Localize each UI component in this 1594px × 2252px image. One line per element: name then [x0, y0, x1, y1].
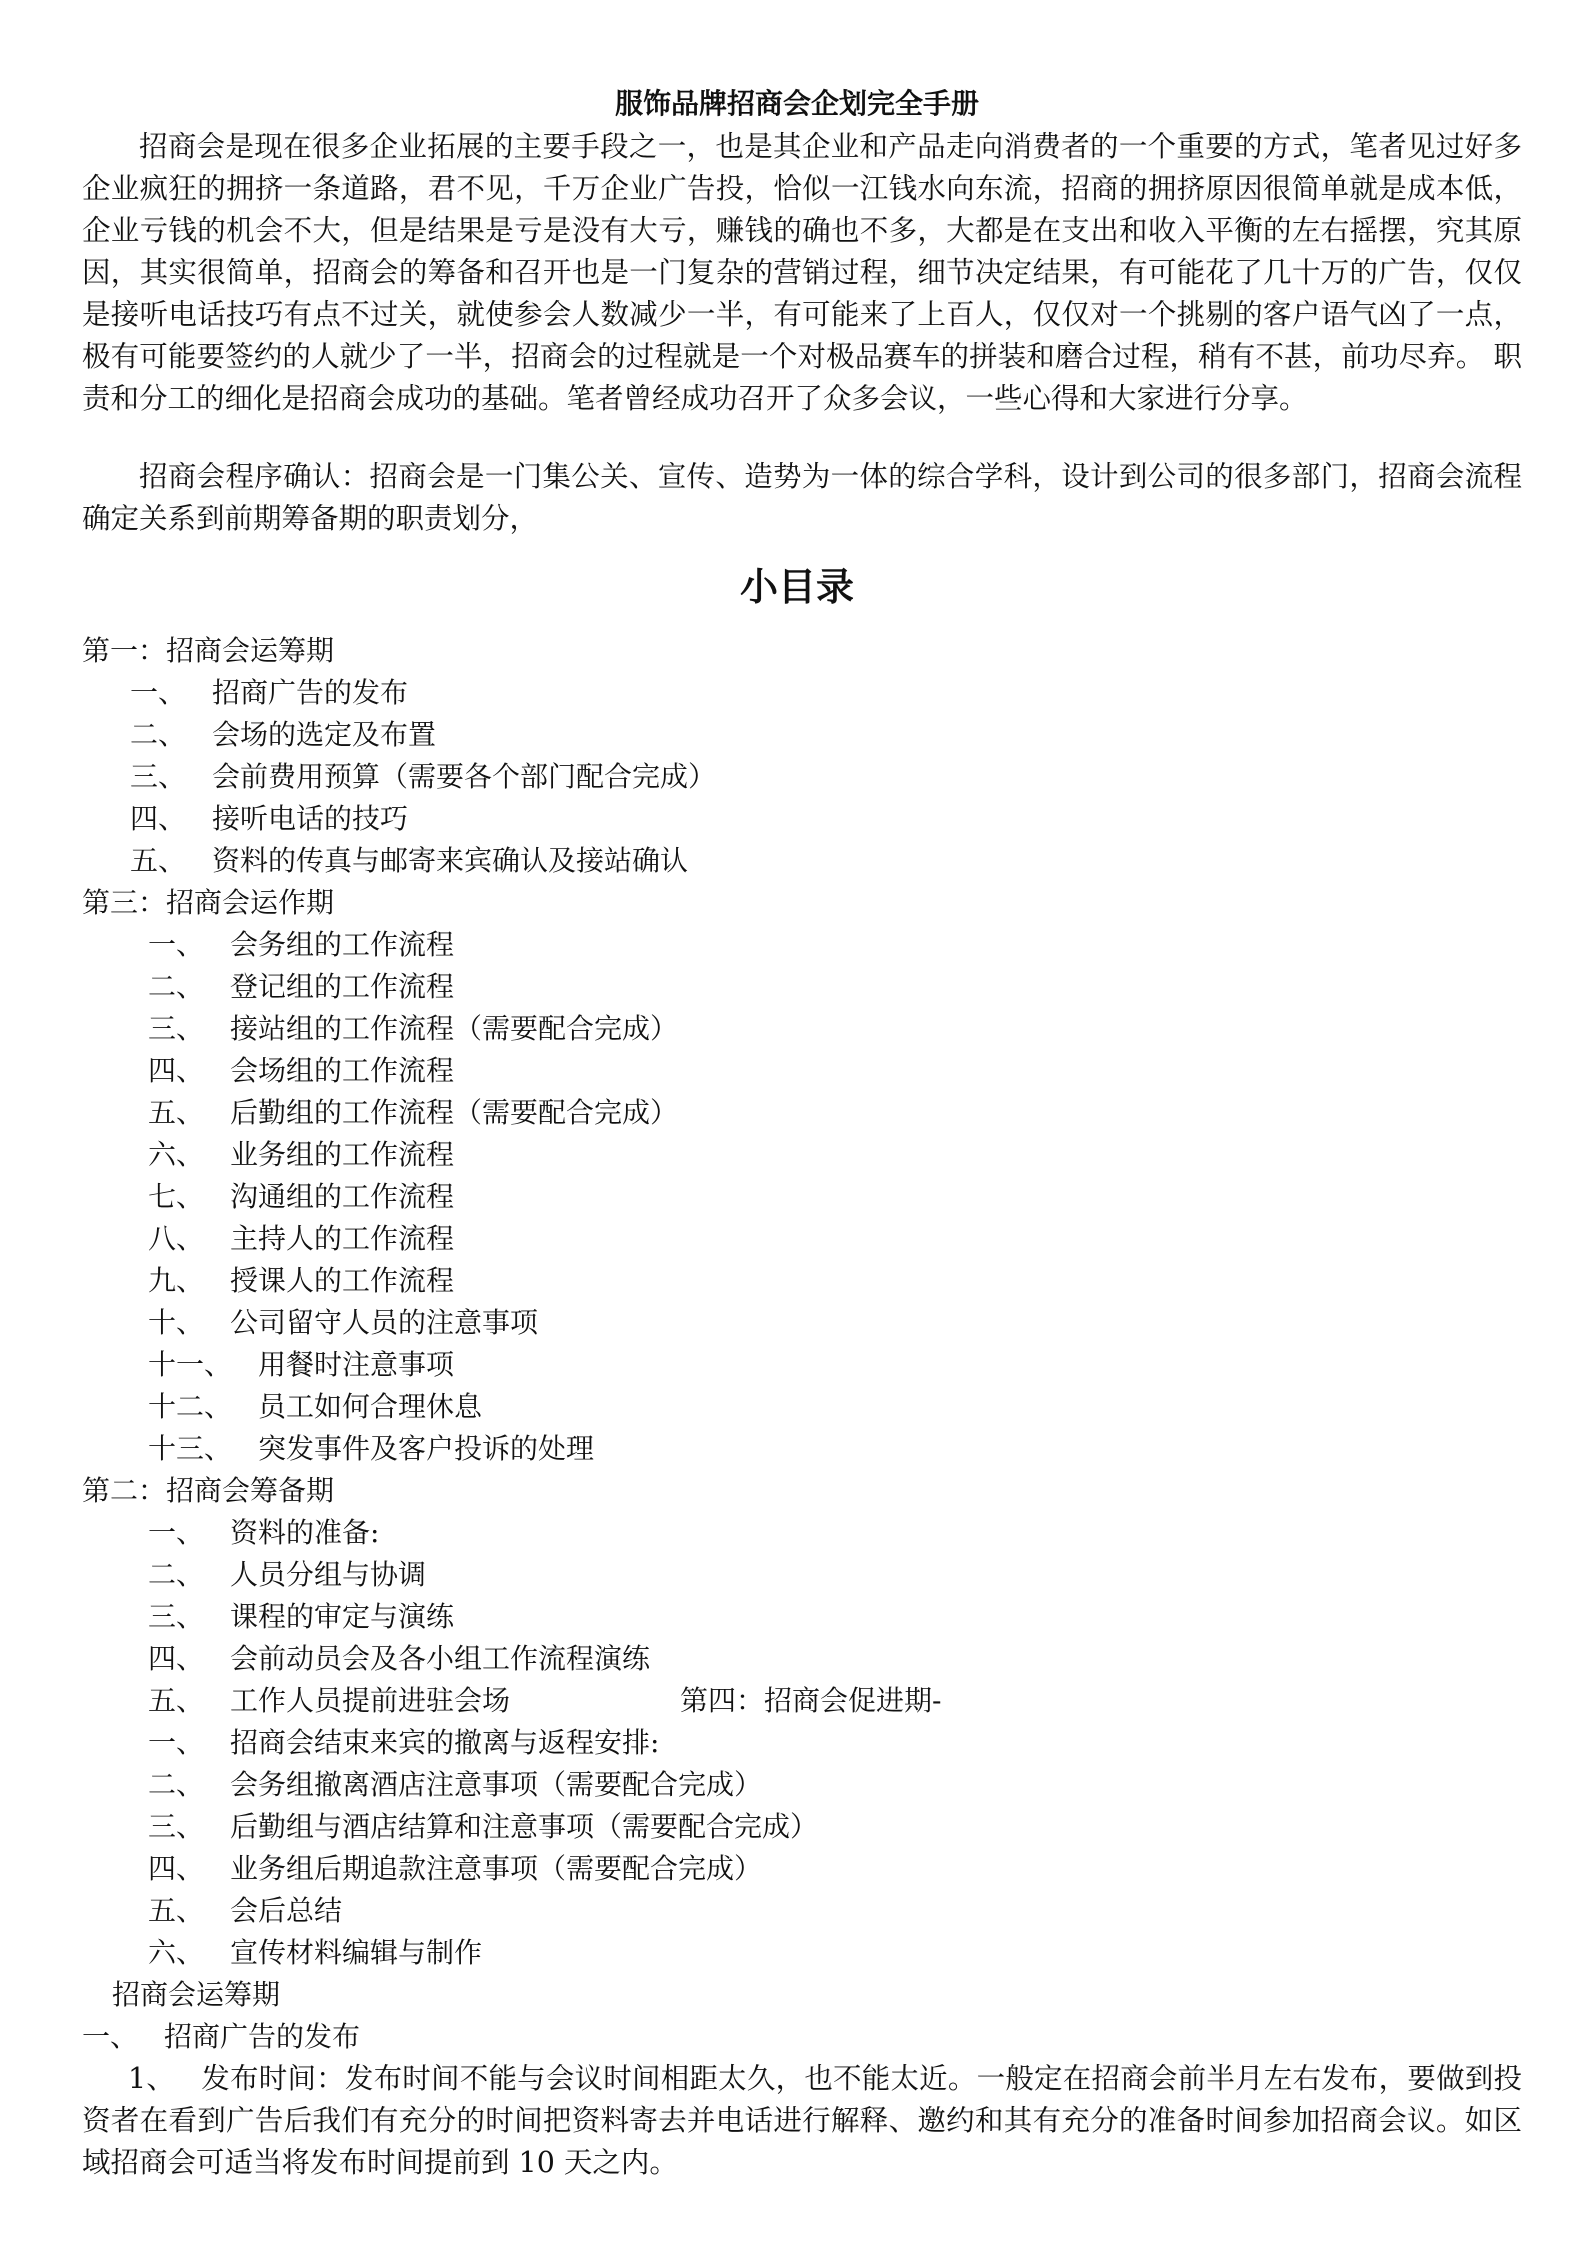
- toc-section-title: 第二：招商会筹备期: [82, 1474, 335, 1507]
- toc-item: 六、 业务组的工作流程: [148, 1138, 455, 1171]
- toc-item: 八、 主持人的工作流程: [148, 1222, 455, 1255]
- toc-item: 六、 宣传材料编辑与制作: [148, 1936, 483, 1969]
- toc-item: 五、 资料的传真与邮寄来宾确认及接站确认: [130, 844, 689, 877]
- toc-item: 二、 会场的选定及布置: [130, 718, 437, 751]
- body-subsection-title: 一、 招商广告的发布: [82, 2020, 361, 2053]
- toc-item: 一、 招商会结束来宾的撤离与返程安排:: [148, 1726, 660, 1759]
- toc-item: 五、 工作人员提前进驻会场: [148, 1684, 511, 1717]
- toc-item: 四、 会场组的工作流程: [148, 1054, 455, 1087]
- procedure-confirm-paragraph: 招商会程序确认：招商会是一门集公关、宣传、造势为一体的综合学科，设计到公司的很多部门，招商会流程确定关系到前期筹备期的职责划分，: [82, 460, 1522, 535]
- toc-item: 三、 后勤组与酒店结算和注意事项（需要配合完成）: [148, 1810, 819, 1843]
- toc-item: 九、 授课人的工作流程: [148, 1264, 455, 1297]
- toc-item: 三、 课程的审定与演练: [148, 1600, 455, 1633]
- toc-item: 四、 会前动员会及各小组工作流程演练: [148, 1642, 651, 1675]
- body-section-title: 招商会运筹期: [112, 1978, 281, 2011]
- document-title: 服饰品牌招商会企划完全手册: [614, 87, 979, 120]
- body-item-paragraph: 1、 发布时间：发布时间不能与会议时间相距太久，也不能太近。一般定在招商会前半月左右发布，要做到投资者在看到广告后我们有充分的时间把资料寄去并电话进行解释、邀约和其有充分的准备时间参加招商会议。如区域招商会可适当将发布时间提前到 10 天之内。: [82, 2062, 1522, 2179]
- toc-item: 一、 会务组的工作流程: [148, 928, 455, 961]
- toc-item: 五、 会后总结: [148, 1894, 343, 1927]
- toc-item: 十三、 突发事件及客户投诉的处理: [148, 1432, 595, 1465]
- toc-item: 五、 后勤组的工作流程（需要配合完成）: [148, 1096, 679, 1129]
- toc-section-title: 第三：招商会运作期: [82, 886, 335, 919]
- toc-heading: 小目录: [739, 564, 854, 609]
- toc-item: 一、 资料的准备:: [148, 1516, 380, 1549]
- intro-paragraph: 招商会是现在很多企业拓展的主要手段之一，也是其企业和产品走向消费者的一个重要的方式，笔者见过好多企业疯狂的拥挤一条道路，君不见，千万企业广告投，恰似一江钱水向东流，招商的拥挤原因很简单就是成本低，企业亏钱的机会不大，但是结果是亏是没有大亏，赚钱的确也不多，大都是在支出和收入平衡的左右摇摆，究其原因，其实很简单，招商会的筹备和召开也是一门复杂的营销过程，细节决定结果，有可能花了几十万的广告，仅仅是接听电话技巧有点不过关，就使参会人数减少一半，有可能来了上百人，仅仅对一个挑剔的客户语气凶了一点，极有可能要签约的人就少了一半，招商会的过程就是一个对极品赛车的拼装和磨合过程，稍有不甚，前功尽弃。 职责和分工的细化是招商会成功的基础。笔者曾经成功召开了众多会议，一些心得和大家进行分享。: [82, 130, 1522, 415]
- toc-item: 二、 会务组撤离酒店注意事项（需要配合完成）: [148, 1768, 763, 1801]
- toc-item: 四、 业务组后期追款注意事项（需要配合完成）: [148, 1852, 763, 1885]
- toc-item: 二、 人员分组与协调: [148, 1558, 427, 1591]
- toc-item: 七、 沟通组的工作流程: [148, 1180, 455, 1213]
- toc-item: 三、 接站组的工作流程（需要配合完成）: [148, 1012, 679, 1045]
- toc-item: 十二、 员工如何合理休息: [148, 1390, 483, 1423]
- toc-item: 三、 会前费用预算（需要各个部门配合完成）: [130, 760, 717, 793]
- toc-item: 二、 登记组的工作流程: [148, 970, 455, 1003]
- toc-section-title: 第一：招商会运筹期: [82, 634, 335, 667]
- toc-item: 四、 接听电话的技巧: [130, 802, 409, 835]
- toc-section-title: 第四：招商会促进期-: [680, 1684, 942, 1717]
- toc-item: 十、 公司留守人员的注意事项: [148, 1306, 539, 1339]
- toc-item: 一、 招商广告的发布: [130, 676, 409, 709]
- toc-item: 十一、 用餐时注意事项: [148, 1348, 455, 1381]
